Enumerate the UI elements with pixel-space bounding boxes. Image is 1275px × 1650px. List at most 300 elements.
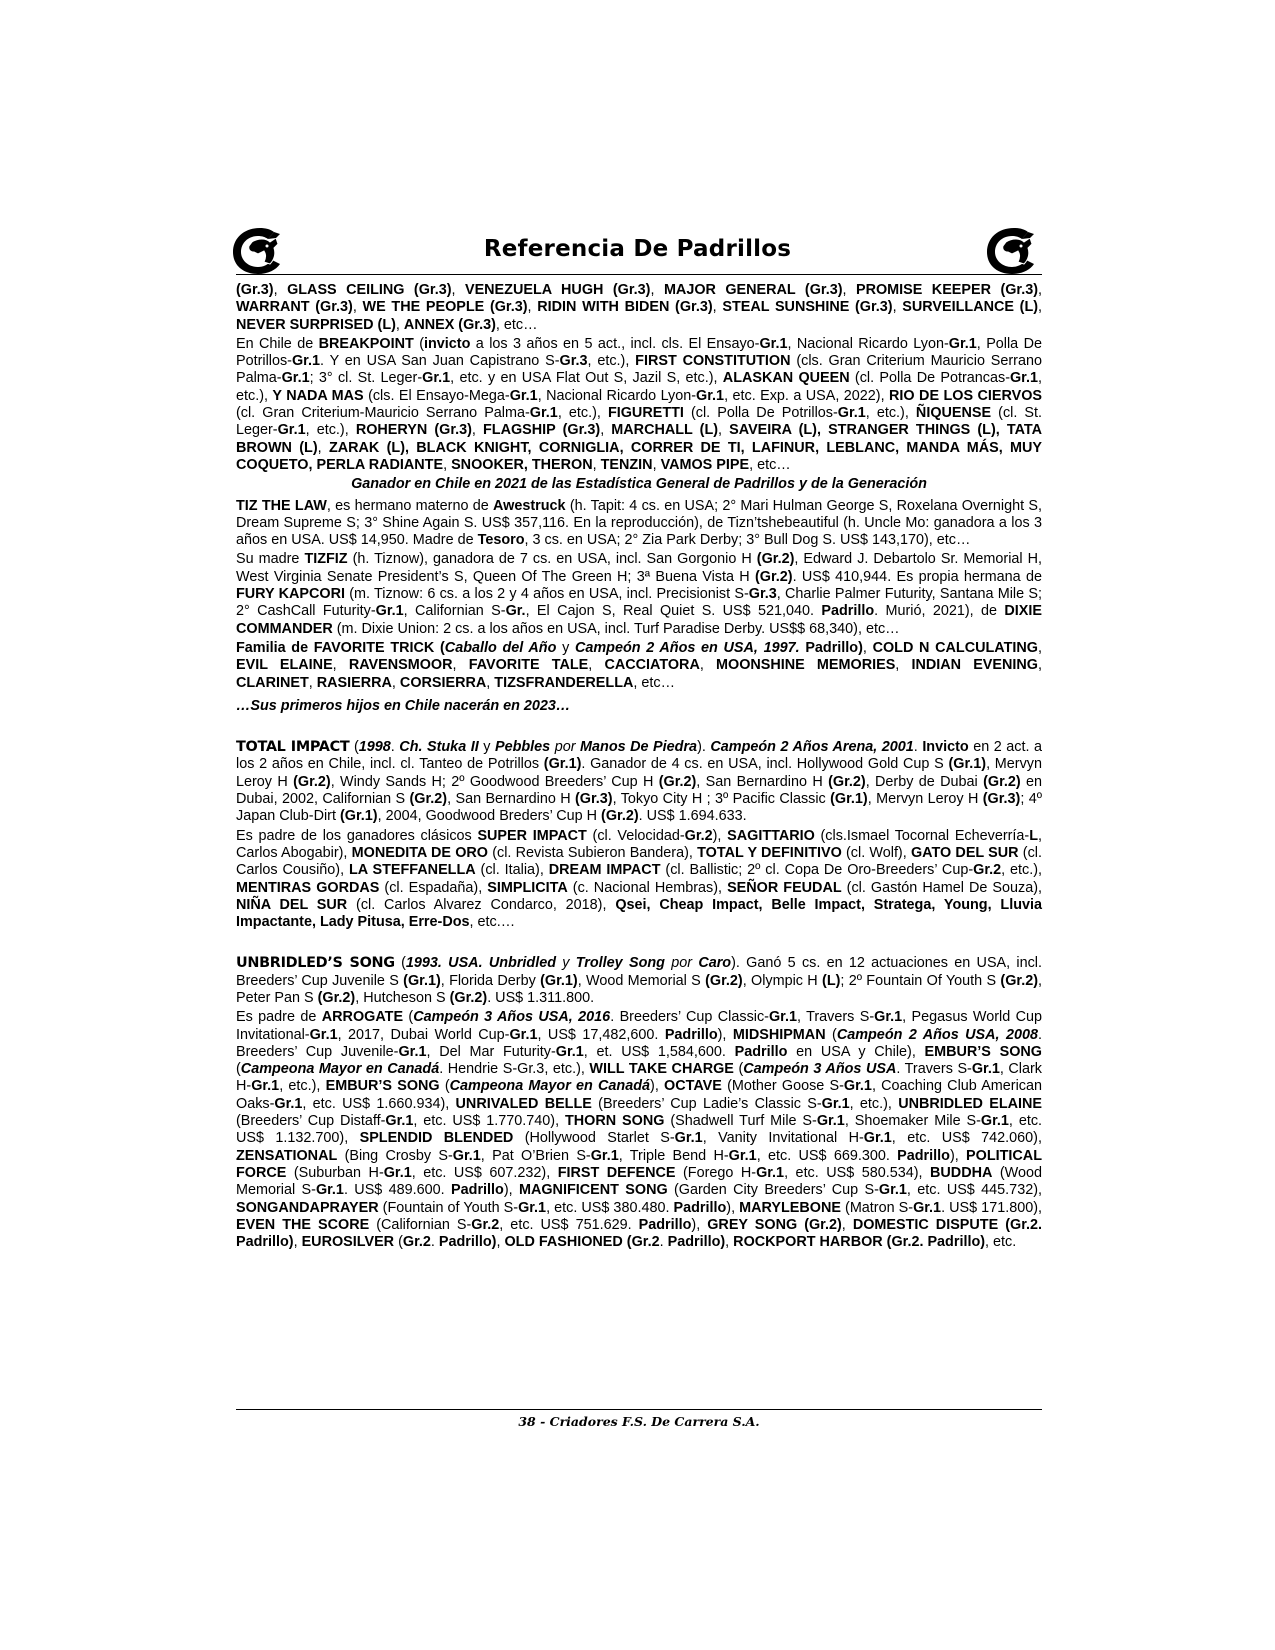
text-run: INDIAN EVENING bbox=[911, 657, 1038, 674]
text-run: THORN SONG bbox=[565, 1113, 665, 1130]
text-run: Gr.1 bbox=[843, 1078, 872, 1095]
text-run: Padrillo bbox=[897, 1147, 950, 1164]
text-run: (Gr.1) bbox=[403, 972, 441, 989]
text-run: , etc. Exp. a USA, 2022), bbox=[724, 387, 890, 404]
text-run: , bbox=[1037, 657, 1042, 674]
text-run: (Gr.2) bbox=[293, 773, 331, 790]
text-run: (Wood Memorial S- bbox=[236, 1164, 1042, 1199]
text-run: (Breeders’ Cup Distaff- bbox=[236, 1113, 386, 1130]
text-run: Padrillo bbox=[673, 1199, 727, 1216]
text-run: , etc… bbox=[749, 456, 791, 473]
text-run: Gr.1 bbox=[509, 1026, 538, 1043]
text-run: (Fountain of Youth S- bbox=[378, 1199, 519, 1216]
text-run: EUROSILVER bbox=[301, 1234, 395, 1251]
text-run: Gr.1 bbox=[315, 1182, 344, 1199]
section-spacer bbox=[236, 933, 1042, 955]
text-run: SNOOKER, THERON bbox=[451, 456, 593, 473]
text-run: (Gr.1) bbox=[540, 972, 578, 989]
text-run: (Bing Crosby S- bbox=[337, 1147, 453, 1164]
text-run: Gr.2 bbox=[402, 1234, 431, 1251]
text-run: Padrillo) bbox=[667, 1234, 726, 1251]
text-run: , es hermano materno de bbox=[326, 497, 494, 514]
text-run: . US$ 410,944. Es propia hermana de bbox=[792, 568, 1042, 585]
text-run: , bbox=[588, 657, 605, 674]
text-run: por bbox=[550, 739, 581, 756]
text-run: SAGITTARIO bbox=[727, 827, 815, 844]
text-run: ( bbox=[394, 955, 406, 972]
text-run: VENEZUELA HUGH (Gr.3) bbox=[464, 282, 651, 298]
text-run: UNBRIDLED ELAINE bbox=[898, 1095, 1042, 1112]
first-foals-line: …Sus primeros hijos en Chile nacerán en 2023… bbox=[236, 697, 571, 714]
text-run: WARRANT (Gr.3) bbox=[236, 299, 353, 316]
text-run: . US$ 1.694.633. bbox=[638, 808, 747, 825]
text-run: Gr.1 bbox=[375, 603, 404, 620]
text-run: Padrillo bbox=[451, 1182, 504, 1199]
text-run: . Travers S- bbox=[896, 1061, 972, 1078]
horse-head-logo-icon bbox=[230, 224, 286, 276]
text-run: CORSIERRA bbox=[399, 674, 487, 691]
text-run: (cl. Espadaña), bbox=[379, 879, 488, 896]
text-run: (cl. St. Leger- bbox=[236, 405, 1043, 439]
text-run: , bbox=[317, 439, 329, 456]
text-run: ANNEX (Gr.3) bbox=[403, 316, 496, 333]
text-run: , US$ 17,482,600. bbox=[537, 1026, 665, 1043]
text-run: ). Ganó 5 cs. en 12 actuaciones en USA, incl. Breeders’ Cup Juvenile S bbox=[236, 955, 1043, 989]
text-run: (Gr.2) bbox=[1000, 972, 1039, 989]
text-run: , etc.… bbox=[469, 914, 516, 931]
text-run: , Vanity Invitational H- bbox=[702, 1130, 864, 1147]
statistics-line: Ganador en Chile en 2021 de las Estadística General de Padrillos y de la Generación bbox=[351, 476, 927, 493]
text-run: Gr.1 bbox=[529, 405, 558, 422]
text-run: Caro bbox=[698, 955, 732, 972]
text-run: , etc. US$ 1.660.934), bbox=[302, 1095, 456, 1112]
text-run: (Gr.3) bbox=[575, 791, 613, 808]
document-body bbox=[236, 282, 1042, 1253]
text-run: , Polla De Potrillos- bbox=[236, 335, 1042, 370]
text-run: RAVENSMOOR bbox=[348, 657, 453, 674]
text-run: , Tokyo City H ; 3º Pacific Classic bbox=[612, 791, 831, 808]
text-run: (Californian S- bbox=[369, 1216, 472, 1233]
text-run: , Windy Sands H; 2º Goodwood Breeders’ Cup H bbox=[330, 773, 659, 790]
text-run: (Garden City Breeders’ Cup S- bbox=[667, 1182, 879, 1199]
text-run: Gr.1 bbox=[251, 1078, 280, 1095]
paragraph-progeny-usa bbox=[236, 282, 1042, 334]
text-run: (h. Tapit: 4 cs. en USA; 2° Mari Hulman George S, Roxelana Overnight S, Dream Supreme S; 3° Shine Again S. US$ 357,116. En la reproducción), de Tizn’tshebeautiful (h. Uncle Mo: ganadora a los 3 años en USA. US$ 14,950. Madre de bbox=[236, 497, 1042, 549]
text-run: (Gr.2) bbox=[317, 989, 356, 1006]
text-run: DREAM IMPACT bbox=[548, 862, 661, 879]
text-run: Gr.1 bbox=[756, 1164, 785, 1181]
text-run: , bbox=[650, 282, 664, 298]
text-run: RIO DE LOS CIERVOS bbox=[889, 387, 1042, 404]
text-run: Gr.1 bbox=[674, 1130, 703, 1147]
text-run: y bbox=[556, 639, 575, 656]
text-run: En Chile de bbox=[236, 335, 319, 352]
text-run: SURVEILLANCE (L) bbox=[902, 299, 1039, 316]
text-run: ( bbox=[349, 739, 359, 756]
text-run: ARROGATE bbox=[321, 1009, 404, 1026]
text-run: (cl. Ballistic; 2º cl. Copa De Oro-Breeders’ Cup- bbox=[660, 862, 974, 879]
text-run: (Gr.2) bbox=[601, 808, 639, 825]
text-run: Gr.1 bbox=[821, 1095, 850, 1112]
text-run: . Y en USA San Juan Capistrano S- bbox=[320, 353, 560, 370]
text-run: Gr.3 bbox=[559, 353, 588, 370]
text-run: RIDIN WITH BIDEN (Gr.3) bbox=[537, 299, 713, 316]
text-run: Gr.1 bbox=[759, 335, 788, 352]
text-run: , etc.), bbox=[236, 370, 1042, 404]
horse-head-logo-icon bbox=[984, 224, 1040, 276]
text-run: Padrillo) bbox=[799, 639, 863, 656]
text-run: , Derby de Dubai bbox=[865, 773, 984, 790]
section-spacer bbox=[236, 717, 1042, 739]
text-run: Gr.1 bbox=[980, 1113, 1009, 1130]
text-run: ALASKAN QUEEN bbox=[722, 370, 850, 387]
text-run: Campeón 3 Años USA, 2016 bbox=[413, 1009, 611, 1026]
text-run: Padrillo bbox=[638, 1216, 692, 1233]
text-run: , bbox=[451, 282, 465, 298]
text-run: Gr.1 bbox=[816, 1113, 845, 1130]
text-run: FIGURETTI bbox=[607, 405, 684, 422]
text-run: . Breeders’ Cup Classic- bbox=[610, 1009, 769, 1026]
text-run: Gr.1 bbox=[878, 1182, 907, 1199]
text-run: Tesoro bbox=[477, 532, 525, 549]
text-run: , etc. US$ 1.770.740), bbox=[413, 1113, 565, 1130]
paragraph-tiz-the-law bbox=[236, 498, 1042, 550]
text-run: (Mother Goose S- bbox=[721, 1078, 844, 1095]
text-run: Y NADA MAS bbox=[272, 387, 364, 404]
text-run: UNRIVALED BELLE bbox=[455, 1095, 592, 1112]
text-run: (Matron S- bbox=[840, 1199, 914, 1216]
text-run: Caballo del Año bbox=[444, 639, 557, 656]
text-run: Awestruck bbox=[493, 497, 566, 514]
text-run: , Mervyn Leroy H bbox=[236, 756, 1042, 790]
text-run: Es padre de bbox=[236, 1009, 322, 1026]
text-run: (Gr.1) bbox=[543, 756, 582, 773]
text-run: GLASS CEILING (Gr.3) bbox=[287, 282, 452, 298]
text-run: , Florida Derby bbox=[440, 972, 541, 989]
text-run: EVEN THE SCORE bbox=[236, 1216, 370, 1233]
sire-name: TOTAL IMPACT bbox=[236, 739, 350, 756]
text-run: Gr.1 bbox=[277, 422, 306, 439]
text-run: . US$ 1.311.800. bbox=[487, 989, 595, 1006]
paragraph-total-impact-progeny bbox=[236, 828, 1042, 932]
text-run: (Suburban H- bbox=[286, 1164, 384, 1181]
text-run: , etc. US$ 607.232), bbox=[411, 1164, 558, 1181]
text-run: , Nacional Ricardo Lyon- bbox=[537, 387, 697, 404]
text-run: , Mervyn Leroy H bbox=[867, 791, 983, 808]
text-run: Campeona Mayor en Canadá bbox=[240, 1061, 440, 1078]
text-run: EVIL ELAINE bbox=[236, 657, 333, 674]
text-run: , bbox=[600, 422, 612, 439]
text-run: Padrillo bbox=[821, 603, 875, 620]
text-run: 1993. USA. Unbridled bbox=[405, 955, 556, 972]
text-run: POLITICAL FORCE bbox=[236, 1147, 1042, 1181]
text-run: Trolley Song bbox=[575, 955, 665, 972]
text-run: , etc. US$ 580.534), bbox=[784, 1164, 931, 1181]
text-run: en 2 act. a los 2 años en Chile, incl. cl. Tanteo de Potrillos bbox=[236, 739, 1043, 773]
text-run: , etc. US$ 751.629. bbox=[499, 1216, 639, 1233]
text-run: Padrillo) bbox=[438, 1234, 497, 1251]
text-run: , bbox=[293, 1234, 302, 1251]
page-footer: 38 - Criadores F.S. De Carrera S.A. bbox=[518, 1414, 760, 1429]
text-run: . bbox=[390, 739, 400, 756]
text-run: EMBUR’S SONG bbox=[924, 1043, 1042, 1060]
text-run: ; 4º Japan Club-Dirt bbox=[236, 791, 1042, 825]
text-run: (cl. Italia), bbox=[475, 862, 549, 879]
text-run: Gr.1 bbox=[696, 387, 725, 404]
text-run: (Gr.2) bbox=[449, 989, 488, 1006]
text-run: 1998 bbox=[358, 739, 391, 756]
text-run: , bbox=[443, 456, 452, 473]
text-run: ( bbox=[413, 335, 424, 352]
text-run: (Gr.3) bbox=[236, 282, 274, 298]
text-run: (Gr.1) bbox=[830, 791, 868, 808]
text-run: VAMOS PIPE bbox=[660, 456, 750, 473]
text-run: Gr.1 bbox=[555, 1043, 584, 1060]
paragraph-unbridleds-song-progeny bbox=[236, 1009, 1042, 1251]
text-run: ), bbox=[712, 827, 728, 844]
text-run: . bbox=[659, 1234, 668, 1251]
text-run: SUPER IMPACT bbox=[477, 827, 587, 844]
text-run: RASIERRA bbox=[316, 674, 392, 691]
text-run: , bbox=[1037, 639, 1042, 656]
text-run: FIRST CONSTITUTION bbox=[635, 353, 791, 370]
text-run: , bbox=[892, 299, 903, 316]
text-run: (cls.Ismael Tocornal Echeverría- bbox=[814, 827, 1030, 844]
text-run: Qsei, Cheap Impact, Belle Impact, Stratega, Young, Lluvia Impactante, Lady Pitusa, Erre-Dos bbox=[236, 896, 1043, 931]
text-run: SEÑOR FEUDAL bbox=[727, 879, 842, 896]
text-run: , bbox=[712, 299, 723, 316]
text-run: COLD N CALCULATING bbox=[872, 639, 1038, 656]
text-run: (Gr.2) bbox=[409, 791, 448, 808]
text-run: STEAL SUNSHINE (Gr.3) bbox=[722, 299, 893, 316]
text-run: (Gr.3) bbox=[982, 791, 1021, 808]
text-run: , bbox=[395, 316, 404, 333]
text-run: (Gr.2) bbox=[983, 773, 1021, 790]
text-run: ÑIQUENSE bbox=[915, 405, 992, 422]
text-run: DIXIE COMMANDER bbox=[236, 603, 1042, 637]
text-run: , Edward J. Debartolo Sr. Memorial H, West Virginia Senate President’s S, Queen Of The Green H; 3ª Buena Vista H bbox=[236, 551, 1043, 585]
text-run: , bbox=[527, 299, 538, 316]
text-run: SONGANDAPRAYER bbox=[236, 1199, 379, 1216]
text-run: , etc.), bbox=[849, 1095, 899, 1112]
text-run: , 2004, Goodwood Breders’ Cup H bbox=[377, 808, 602, 825]
text-run: Campeón 2 Años en USA, 1997. bbox=[574, 639, 800, 656]
text-run: , San Bernardino H bbox=[447, 791, 575, 808]
text-run: , Pat O’Brien S- bbox=[480, 1147, 591, 1164]
text-run: (cl. Polla De Potrancas- bbox=[849, 370, 1010, 387]
header-rule bbox=[236, 274, 1042, 275]
text-run: (cl. Carlos Alvarez Condarco, 2018), bbox=[347, 896, 616, 913]
text-run: , bbox=[496, 1234, 505, 1251]
text-run: Es padre de los ganadores clásicos bbox=[236, 827, 478, 844]
text-run: (Gr.2) bbox=[756, 551, 795, 568]
text-run: (Gr.2) bbox=[754, 568, 793, 585]
text-run: TENZIN bbox=[600, 456, 653, 473]
text-run: ), bbox=[949, 1147, 967, 1164]
text-run: SIMPLICITA bbox=[487, 879, 568, 896]
text-run: , Coaching Club American Oaks- bbox=[236, 1078, 1042, 1112]
text-run: , Hutcheson S bbox=[355, 989, 450, 1006]
text-run: GREY SONG (Gr.2) bbox=[707, 1216, 842, 1233]
text-run: MONEDITA DE ORO bbox=[351, 844, 489, 861]
text-run: Gr.1 bbox=[590, 1147, 619, 1164]
text-run: ROHERYN (Gr.3) bbox=[355, 422, 472, 439]
text-run: FIRST DEFENCE bbox=[557, 1164, 676, 1181]
text-run: , Peter Pan S bbox=[236, 972, 1043, 1006]
text-run: , bbox=[592, 456, 601, 473]
text-run: , bbox=[699, 657, 717, 674]
text-run: , bbox=[273, 282, 288, 298]
text-run: (cl. Wolf), bbox=[841, 844, 911, 861]
text-run: ( bbox=[825, 1026, 837, 1043]
text-run: , 3 cs. en USA; 2° Zia Park Derby; 3° Bull Dog S. US$ 143,170), etc… bbox=[524, 532, 971, 549]
text-run: , Triple Bend H- bbox=[618, 1147, 729, 1164]
text-run: ( bbox=[394, 1234, 403, 1251]
text-run: . bbox=[913, 739, 923, 756]
text-run: , etc… bbox=[633, 674, 675, 691]
text-run: SAVEIRA (L), STRANGER THINGS (L), TATA BROWN (L) bbox=[236, 422, 1043, 456]
text-run: Gr.1 bbox=[913, 1199, 942, 1216]
text-run: FAVORITE TALE bbox=[468, 657, 589, 674]
text-run: , bbox=[862, 639, 873, 656]
text-run: BREAKPOINT bbox=[318, 335, 414, 352]
paragraph-progeny-chile bbox=[236, 336, 1042, 474]
text-run: Gr.1 bbox=[383, 1164, 412, 1181]
text-run: ), bbox=[503, 1182, 519, 1199]
text-run: MOONSHINE MEMORIES bbox=[716, 657, 896, 674]
text-run: NIÑA DEL SUR bbox=[236, 896, 348, 913]
text-run: TIZFIZ bbox=[304, 551, 348, 568]
text-run: , bbox=[308, 674, 317, 691]
paragraph-dam-tizfiz bbox=[236, 551, 1042, 637]
paragraph-family bbox=[236, 640, 1042, 692]
text-run: OLD FASHIONED (Gr.2 bbox=[504, 1234, 660, 1251]
text-run: Gr.1 bbox=[837, 405, 866, 422]
text-run: CACCIATORA bbox=[604, 657, 700, 674]
text-run: ), bbox=[717, 1026, 733, 1043]
text-run: , San Bernardino H bbox=[696, 773, 829, 790]
text-run: , etc. US$ 742.060), bbox=[891, 1130, 1042, 1147]
text-run: (m. Tiznow: 6 cs. a los 2 y 4 años en USA, incl. Precisionist S- bbox=[345, 586, 749, 603]
text-run: Gr.2 bbox=[684, 827, 713, 844]
text-run: , bbox=[486, 674, 495, 691]
text-run: , bbox=[842, 282, 856, 298]
text-run: , El Cajon S, Real Quiet S. US$ 521,040. bbox=[525, 603, 822, 620]
text-run: TOTAL Y DEFINITIVO bbox=[697, 844, 842, 861]
text-run: Gr.1 bbox=[291, 353, 320, 370]
text-run: . Ganador de 4 cs. en USA, incl. Hollywood Gold Cup S bbox=[581, 756, 949, 773]
text-run: (cl. Velocidad- bbox=[586, 827, 685, 844]
text-run: , bbox=[718, 422, 730, 439]
text-run: CLARINET bbox=[236, 674, 309, 691]
text-run: (c. Nacional Hembras), bbox=[567, 879, 728, 896]
text-run: NEVER SURPRISED (L) bbox=[236, 316, 396, 333]
text-run: Gr.1 bbox=[281, 370, 310, 387]
text-run: SPLENDID BLENDED bbox=[359, 1130, 514, 1147]
text-run: Familia de FAVORITE TRICK ( bbox=[236, 639, 445, 656]
text-run: Campeón 3 Años USA bbox=[743, 1061, 897, 1078]
text-run: Su madre bbox=[236, 551, 305, 568]
text-run: (Hollywood Starlet S- bbox=[513, 1130, 675, 1147]
text-run: L bbox=[1029, 827, 1038, 844]
text-run: WILL TAKE CHARGE bbox=[589, 1061, 734, 1078]
text-run: (cls. Gran Criterium Mauricio Serrano Palma- bbox=[236, 353, 1042, 387]
text-run: ( bbox=[439, 1078, 450, 1095]
text-run: (cl. Gastón Hamel De Souza), bbox=[841, 879, 1042, 896]
text-run: . Hendrie S-Gr.3, etc.), bbox=[439, 1061, 590, 1078]
text-run: ( bbox=[733, 1061, 744, 1078]
text-run: . US$ 489.600. bbox=[343, 1182, 452, 1199]
text-run: Gr.1 bbox=[398, 1043, 427, 1060]
text-run: ZENSATIONAL bbox=[236, 1147, 338, 1164]
text-run: . bbox=[430, 1234, 439, 1251]
text-run: . US$ 171.800), bbox=[941, 1199, 1042, 1216]
text-run: Gr.1 bbox=[422, 370, 451, 387]
text-run: Manos De Piedra bbox=[580, 739, 698, 756]
text-run: , Pegasus World Cup Invitational- bbox=[236, 1009, 1043, 1043]
text-run: en USA y Chile), bbox=[787, 1043, 925, 1060]
text-run: Gr.1 bbox=[768, 1009, 797, 1026]
text-run: , Carlos Abogabir), bbox=[236, 827, 1042, 861]
text-run: Gr.2 bbox=[471, 1216, 500, 1233]
text-run: a los 3 años en 5 act., incl. cls. El Ensayo- bbox=[470, 335, 760, 352]
text-run: , Shoemaker Mile S- bbox=[844, 1113, 981, 1130]
text-run: , bbox=[725, 1234, 734, 1251]
text-run: ), bbox=[691, 1216, 708, 1233]
text-run: , Clark H- bbox=[236, 1061, 1042, 1095]
text-run: Gr.1 bbox=[274, 1095, 303, 1112]
text-run: . Murió, 2021), de bbox=[874, 603, 1005, 620]
text-run: , Del Mar Futurity- bbox=[426, 1043, 556, 1060]
text-run: , bbox=[452, 657, 469, 674]
text-run: , et. US$ 1,584,600. bbox=[583, 1043, 735, 1060]
text-run: MARYLEBONE bbox=[739, 1199, 841, 1216]
text-run: , bbox=[1038, 299, 1043, 316]
footer-rule bbox=[236, 1409, 1042, 1410]
text-run: invicto bbox=[424, 335, 471, 352]
text-run: Gr.3 bbox=[748, 586, 777, 603]
text-run: (cl. Polla De Potrillos- bbox=[683, 405, 838, 422]
text-run: BUDDHA bbox=[930, 1164, 993, 1181]
text-run: (Forego H- bbox=[675, 1164, 757, 1181]
text-run: ( bbox=[236, 1061, 241, 1078]
text-run: Gr. bbox=[505, 603, 526, 620]
text-run: (cl. Gran Criterium-Mauricio Serrano Palma- bbox=[236, 405, 530, 422]
text-run: (Gr.1) bbox=[339, 808, 378, 825]
text-run: GATO DEL SUR bbox=[910, 844, 1019, 861]
text-run: DOMESTIC DISPUTE (Gr.2. Padrillo) bbox=[236, 1216, 1043, 1251]
text-run: y bbox=[556, 955, 576, 972]
text-run: . Breeders’ Cup Juvenile- bbox=[236, 1026, 1042, 1060]
text-run: , bbox=[895, 657, 912, 674]
text-run: , Olympic H bbox=[742, 972, 823, 989]
text-run: , etc.), bbox=[279, 1078, 326, 1095]
text-run: , bbox=[841, 1216, 853, 1233]
text-run: MARCHALL (L) bbox=[611, 422, 719, 439]
text-run: FURY KAPCORI bbox=[236, 586, 345, 603]
text-run: , etc. US$ 669.300. bbox=[756, 1147, 898, 1164]
text-run: , etc. bbox=[985, 1234, 1017, 1251]
text-run: ; 2º Fountain Of Youth S bbox=[840, 972, 1001, 989]
text-run: Gr.1 bbox=[1009, 370, 1038, 387]
text-run: Gr.1 bbox=[971, 1061, 1000, 1078]
text-run: , Nacional Ricardo Lyon- bbox=[787, 335, 949, 352]
text-run: y bbox=[478, 739, 495, 756]
text-run: , etc. US$ 1.132.700), bbox=[236, 1113, 1043, 1147]
text-run: TIZSFRANDERELLA bbox=[494, 674, 634, 691]
text-run: OCTAVE bbox=[664, 1078, 722, 1095]
text-run: Gr.1 bbox=[385, 1113, 414, 1130]
